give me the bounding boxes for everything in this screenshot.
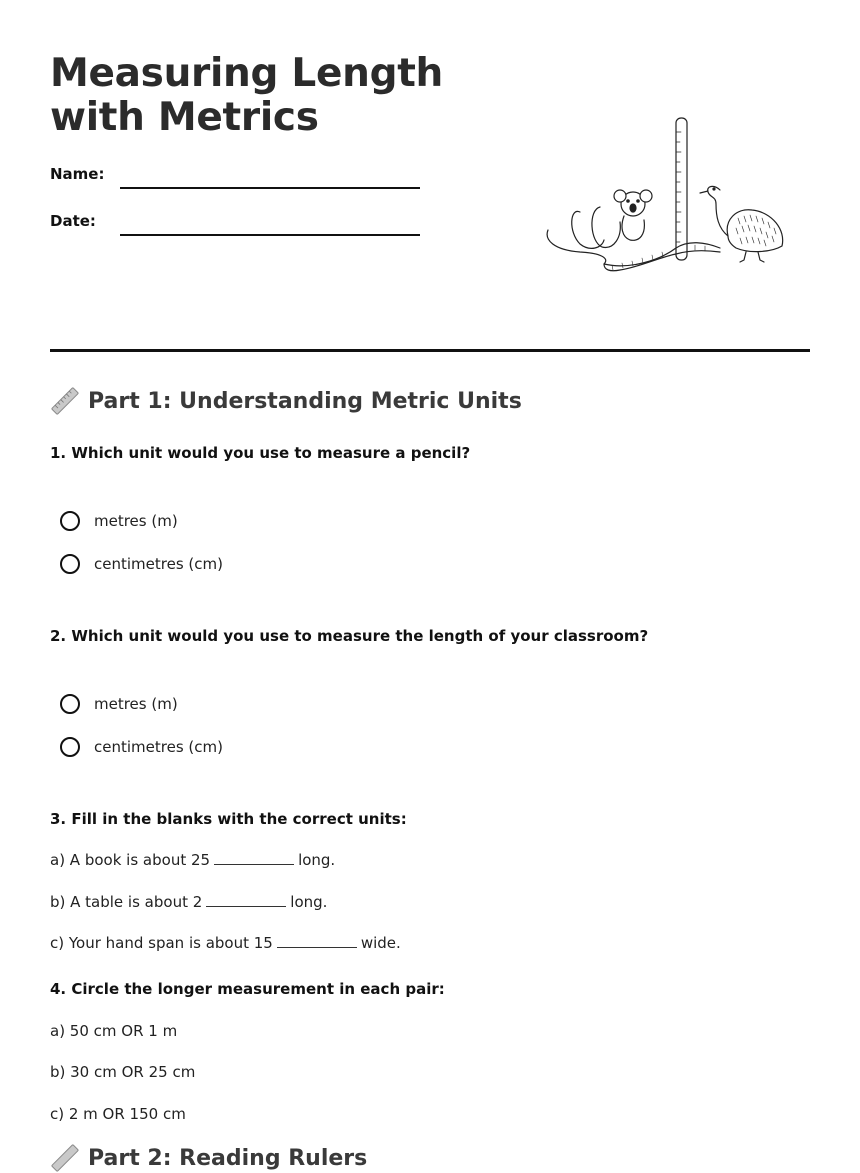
date-label: Date: [50,212,96,230]
answer-blank[interactable] [214,852,294,865]
q3-item-a [50,851,335,869]
page-title: Measuring Length with Metrics [50,51,444,140]
date-field[interactable] [120,234,420,236]
option-label: metres (m) [94,512,178,530]
q4-item-c: c) 2 m OR 150 cm [50,1105,186,1123]
q3-item-c [50,934,401,952]
section-divider [50,349,810,352]
section-1-heading [50,386,522,416]
q3-item-c-text: c) Your hand span is about 15 [50,934,273,952]
ruler-icon [50,1143,80,1173]
radio-button[interactable] [60,511,80,531]
answer-blank[interactable] [206,894,286,907]
q3-item-b-suffix: long. [290,893,328,911]
question-4: 4. Circle the longer measurement in each pair: [50,980,445,998]
question-1: 1. Which unit would you use to measure a pencil? [50,444,471,462]
q1-option-metres[interactable] [60,511,178,531]
question-3: 3. Fill in the blanks with the correct units: [50,810,407,828]
name-label: Name: [50,165,105,183]
koala-ruler-emu-illustration [540,112,790,277]
section-1-title: Part 1: Understanding Metric Units [88,388,522,414]
q2-option-metres[interactable] [60,694,178,714]
option-label: metres (m) [94,695,178,713]
question-2: 2. Which unit would you use to measure the length of your classroom? [50,627,649,645]
q1-option-centimetres[interactable] [60,554,223,574]
answer-blank[interactable] [277,935,357,948]
option-label: centimetres (cm) [94,555,223,573]
ruler-icon [50,386,80,416]
q3-item-b [50,893,327,911]
q3-item-b-text: b) A table is about 2 [50,893,203,911]
q4-item-a: a) 50 cm OR 1 m [50,1022,178,1040]
name-field[interactable] [120,187,420,189]
radio-button[interactable] [60,737,80,757]
option-label: centimetres (cm) [94,738,223,756]
section-2-heading [50,1143,367,1173]
q3-item-a-suffix: long. [298,851,336,869]
radio-button[interactable] [60,554,80,574]
radio-button[interactable] [60,694,80,714]
q4-item-b: b) 30 cm OR 25 cm [50,1063,196,1081]
q2-option-centimetres[interactable] [60,737,223,757]
q3-item-c-suffix: wide. [360,934,401,952]
q3-item-a-text: a) A book is about 25 [50,851,211,869]
section-2-title: Part 2: Reading Rulers [88,1145,368,1171]
